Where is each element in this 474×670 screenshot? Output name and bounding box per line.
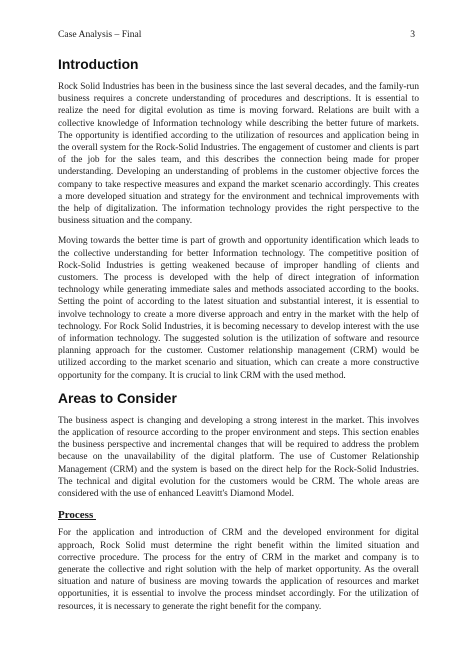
paragraph: For the application and introduction of CRM and the developed environment for digital approach, Rock Solid must determine the right benefit within the limited situation and corrective procedure. The process for the entry of CRM in the market and company is to generate the collective and right solution with the help of market opportunity. As the overall situation and nature of business are moving towards the application of resources and market opportunities, it is essential to involve the process mindset accordingly. For the utilization of resources, it is necessary to generate the right benefit for the company. [58, 528, 419, 612]
heading-areas-to-consider: Areas to Consider [58, 390, 177, 406]
paragraph: Moving towards the better time is part of growth and opportunity identification which leads to the collective understanding for better Information technology. The competitive position of Rock-Solid Industries is getting weakened because of improper handling of clients and customers. The process is developed with the help of direct integration of information technology while generating immediate sales and methods associated according to the books. Setting the point of according to the latest situation and substantial interest, it is essential to involve technology to create a more diverse approach and entry in the market with the help of technology. For Rock Solid Industries, it is becoming necessary to develop interest with the use of information technology. The suggested solution is the utilization of software and resource planning approach for the customer. Customer relationship management (CRM) would be utilized according to the market scenario and situation, which can create a more constructive opportunity for the company. It is crucial to link CRM with the used method. [58, 236, 419, 381]
paragraph: The business aspect is changing and developing a strong interest in the market. This involves the application of resource according to the proper environment and steps. This section enables the business perspective and incremental changes that will be required to address the problem because on the unavailability of the digital platform. The use of Customer Relationship Management (CRM) and the system is based on the direct help for the Rock-Solid Industries. The technical and digital evolution for the customers would be CRM. The whole areas are considered with the use of enhanced Leavitt's Diamond Model. [58, 415, 419, 500]
running-title: Case Analysis – Final [58, 29, 142, 40]
page-header [58, 28, 416, 42]
page-number: 3 [410, 29, 415, 40]
paragraph: Rock Solid Industries has been in the business since the last several decades, and the family-run business requires a concrete understanding of procedures and descriptions. It is essential to realize the need for digital evolution as time is moving forward. Relations are built with a collective knowledge of Information technology while describing the better future of markets. The opportunity is identified according to the utilization of resources and application being in the overall system for the Rock-Solid Industries. The engagement of customer and clients is part of the job for the sales team, and this describes the connection being made for proper understanding. Developing an understanding of problems in the customer objective forces the company to take respective measures and expand the market scenario accordingly. This creates a more developed situation and strategy for the environment and technical improvements with the help of digitalization. The information technology provides the right perspective to the business situation and the company. [58, 82, 419, 227]
heading-process: Process [58, 509, 96, 522]
page-body [58, 56, 419, 621]
heading-introduction: Introduction [58, 57, 139, 72]
